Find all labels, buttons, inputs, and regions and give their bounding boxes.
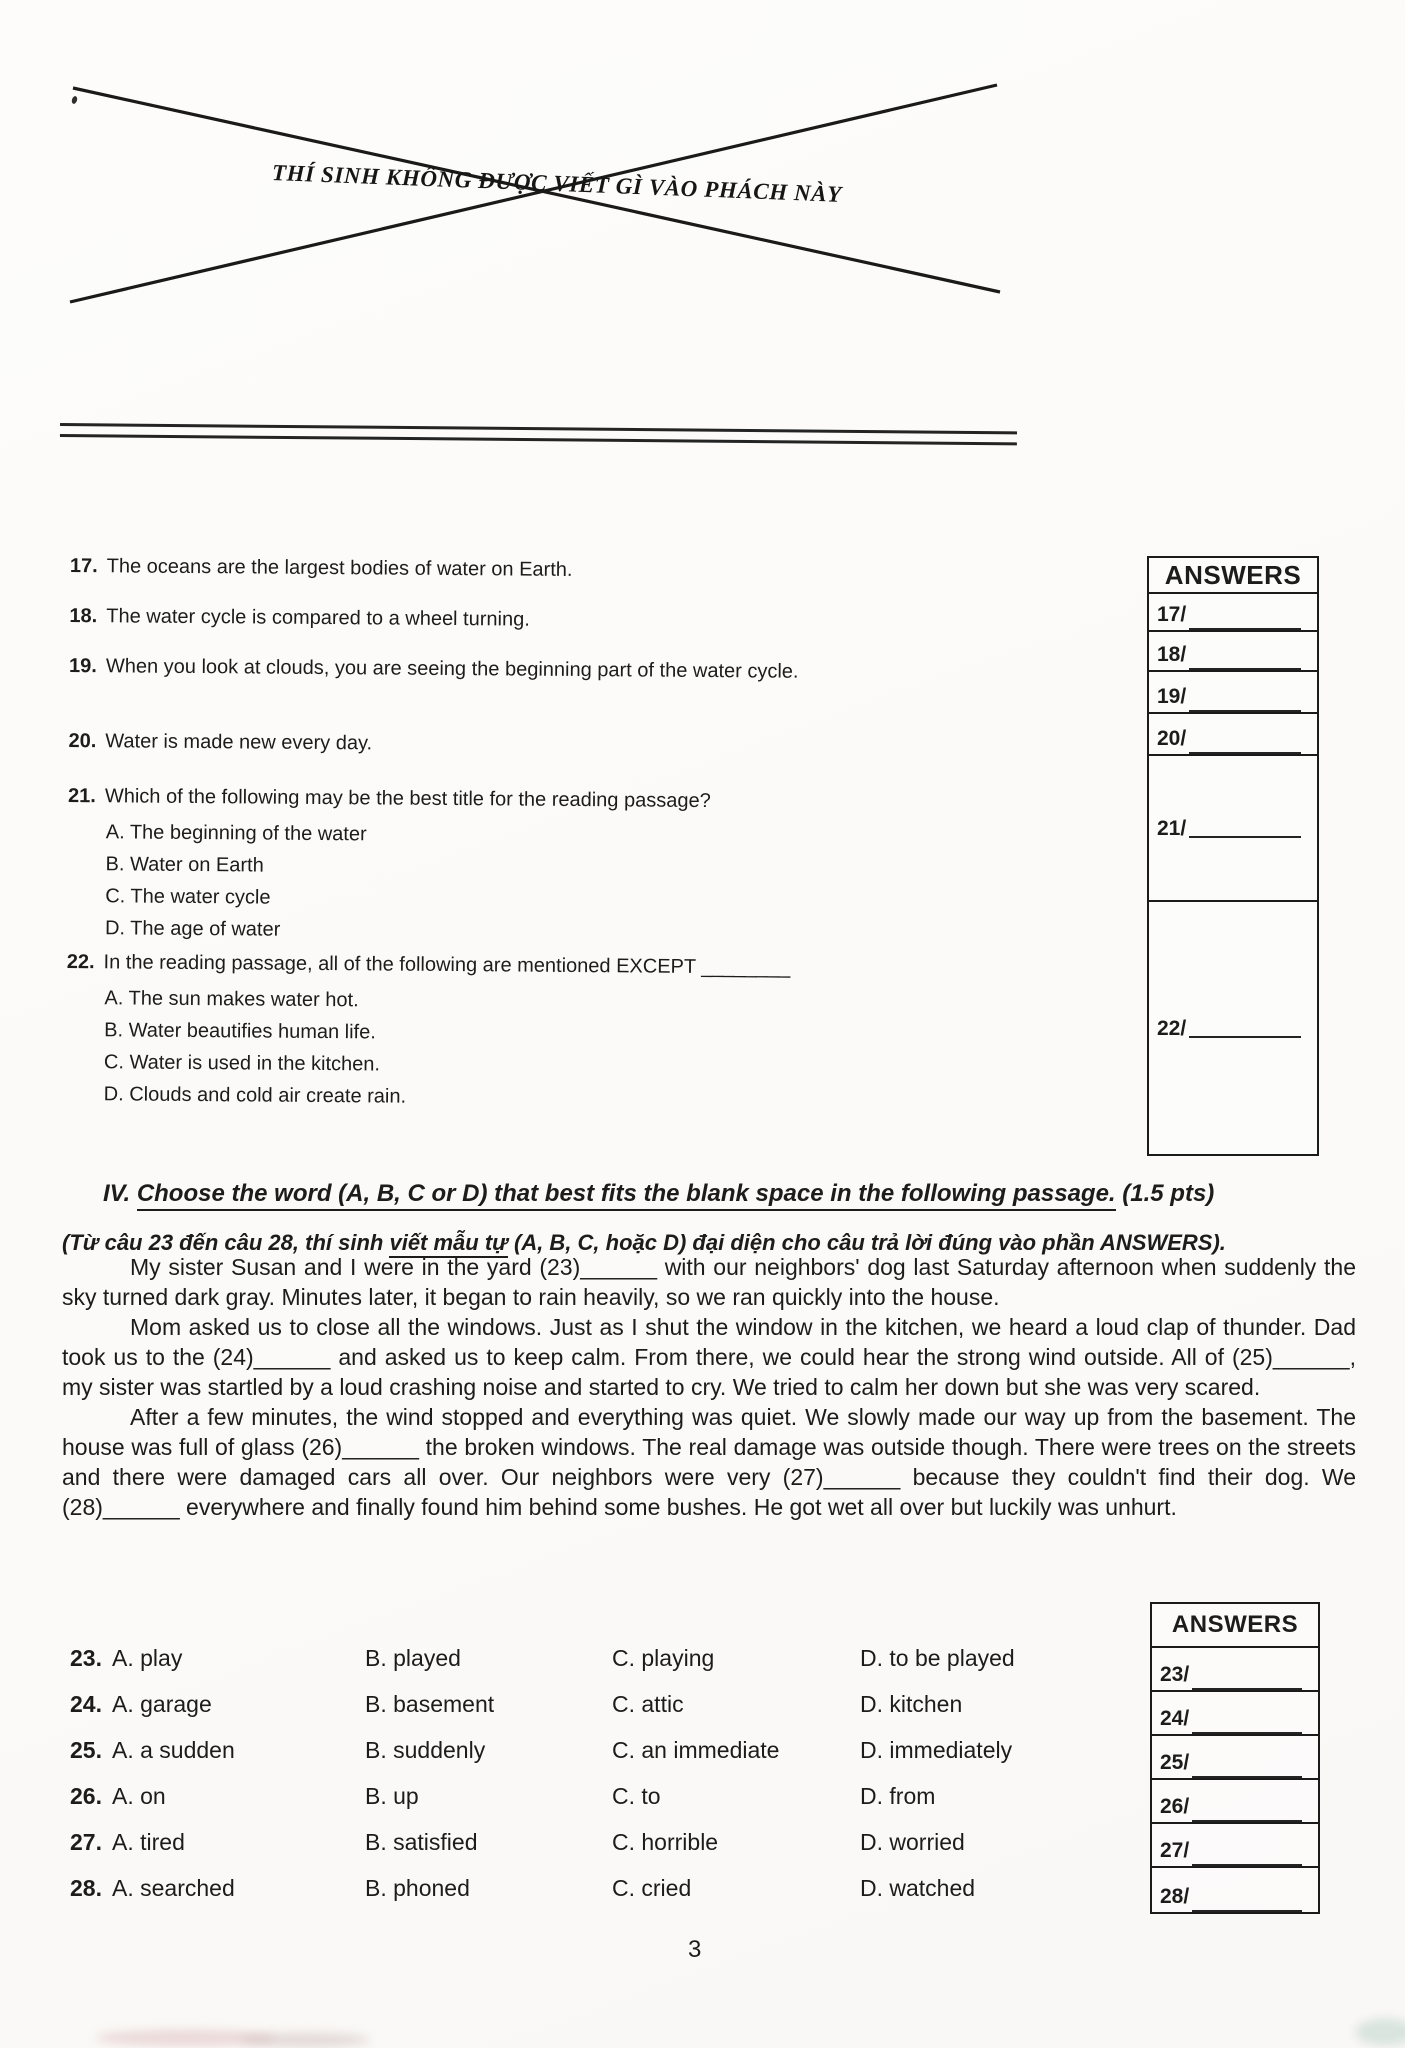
choice-27-c: C. horrible <box>612 1829 719 1855</box>
answer-label-24: 24/ <box>1160 1707 1190 1730</box>
question-22-option-d: D. Clouds and cold air create rain. <box>103 1083 407 1108</box>
choice-25-d: D. immediately <box>860 1737 1013 1763</box>
choice-27-a: A. tired <box>112 1829 185 1855</box>
choice-number: 25. <box>70 1737 102 1763</box>
choice-28-d: D. watched <box>860 1875 976 1901</box>
choice-25-a: A. a sudden <box>112 1737 235 1763</box>
answer-blank-line <box>1189 1036 1301 1038</box>
statement-17 <box>70 555 573 582</box>
question-21-option-d: D. The age of water <box>104 917 281 941</box>
answers-box-2 <box>1150 1602 1320 1914</box>
question-number: 17. <box>69 554 98 578</box>
choice-number: 26. <box>70 1783 102 1809</box>
section-iv-numeral: IV. <box>103 1180 137 1207</box>
answer-row-18 <box>1149 632 1317 672</box>
choice-number: 28. <box>70 1875 102 1901</box>
answer-blank-line <box>1192 1820 1302 1822</box>
vn-instruction-underlined: viết mẫu tự <box>389 1230 507 1258</box>
answer-label-20: 20/ <box>1157 727 1187 750</box>
section-iv-points: (1.5 pts) <box>1115 1180 1215 1207</box>
statement-text: Water is made new every day. <box>105 730 373 755</box>
answer-label-23: 23/ <box>1160 1663 1190 1686</box>
choice-number: 24. <box>70 1691 102 1717</box>
choice-23-d: D. to be played <box>860 1645 1015 1671</box>
choice-27-d: D. worried <box>860 1829 965 1855</box>
answer-row-24 <box>1152 1692 1318 1736</box>
page-number: 3 <box>688 1936 702 1963</box>
cloze-paragraph-2: Mom asked us to close all the windows. Just as I shut the window in the kitchen, we heard a loud clap of thunder. Dad took us to the (24)______ and asked us to keep calm. From there, we could hear the strong wind outside. All of (25)______, my sister was startled by a loud crashing noise and started to cry. We tried to calm her down but she was very scared. <box>62 1314 1356 1400</box>
answer-label-17: 17/ <box>1157 603 1187 626</box>
double-horizontal-rule <box>60 423 1017 445</box>
question-22-option-b: B. Water beautifies human life. <box>104 1019 376 1044</box>
statement-text: The oceans are the largest bodies of water on Earth. <box>106 555 573 581</box>
statement-text: The water cycle is compared to a wheel turning. <box>106 605 530 631</box>
answer-label-18: 18/ <box>1157 643 1187 666</box>
reading-questions-block <box>66 550 1090 1128</box>
vn-instruction-prefix: (Từ câu 23 đến câu 28, thí sinh <box>62 1230 390 1255</box>
choice-26-a: A. on <box>112 1783 166 1809</box>
choice-28-b: B. phoned <box>365 1875 470 1901</box>
statement-20 <box>68 730 372 755</box>
choice-28-c: C. cried <box>612 1875 692 1901</box>
choice-number: 27. <box>70 1829 102 1855</box>
statement-18 <box>69 605 530 632</box>
section-iv-heading <box>103 1180 1214 1208</box>
answer-row-23 <box>1152 1648 1318 1692</box>
answer-blank-line <box>1192 1776 1302 1778</box>
scan-smudge-bottom-left-2 <box>240 2033 370 2047</box>
answer-label-19: 19/ <box>1157 685 1187 708</box>
cloze-paragraph-1: My sister Susan and I were in the yard (23)______ with our neighbors' dog last Saturday afternoon when suddenly the sky turned dark gray. Minutes later, it began to rain heavily, so we ran quickly into the house. <box>62 1254 1356 1310</box>
question-21-option-a: A. The beginning of the water <box>105 821 367 846</box>
question-number: 21. <box>67 784 96 808</box>
question-number: 20. <box>68 729 97 753</box>
choice-24-a: A. garage <box>112 1691 212 1717</box>
choices-grid <box>70 1645 1160 1915</box>
choice-26-b: B. up <box>365 1783 419 1809</box>
question-22 <box>67 951 791 980</box>
choice-23-b: B. played <box>365 1645 461 1671</box>
choice-23-c: C. playing <box>612 1645 715 1671</box>
answer-row-21 <box>1149 756 1317 902</box>
cloze-passage <box>62 1252 1356 1522</box>
question-21-option-b: B. Water on Earth <box>105 853 264 877</box>
answer-blank-line <box>1192 1732 1302 1734</box>
answer-label-21: 21/ <box>1157 816 1187 840</box>
question-number: 22. <box>66 950 95 974</box>
choice-26-c: C. to <box>612 1783 661 1809</box>
answer-blank-line <box>1189 752 1301 754</box>
answer-row-17 <box>1149 594 1317 632</box>
statement-19 <box>69 655 799 684</box>
question-22-option-a: A. The sun makes water hot. <box>104 987 359 1012</box>
vn-instruction-suffix: (A, B, C, hoặc D) đại diện cho câu trả lời đúng vào phần ANSWERS). <box>507 1230 1226 1255</box>
answer-row-26 <box>1152 1780 1318 1824</box>
answer-row-20 <box>1149 714 1317 756</box>
statement-text: When you look at clouds, you are seeing the beginning part of the water cycle. <box>105 655 799 683</box>
answer-row-28 <box>1152 1868 1318 1912</box>
answers-box-1-header: ANSWERS <box>1149 558 1317 594</box>
question-number: 18. <box>69 604 98 628</box>
answer-blank-line <box>1189 710 1301 712</box>
answer-blank-line <box>1189 628 1301 630</box>
scan-smudge-bottom-right <box>1355 2018 1405 2046</box>
choice-25-b: B. suddenly <box>365 1737 486 1763</box>
answer-blank-line <box>1192 1688 1302 1690</box>
answer-blank-line <box>1192 1910 1302 1912</box>
choice-24-b: B. basement <box>365 1691 495 1717</box>
choice-25-c: C. an immediate <box>612 1737 780 1763</box>
answers-box-1 <box>1147 556 1319 1156</box>
answer-label-25: 25/ <box>1160 1751 1190 1774</box>
choice-26-d: D. from <box>860 1783 936 1809</box>
phach-notice: THÍ SINH KHÔNG ĐƯỢC VIẾT GÌ VÀO PHÁCH NÀY <box>271 160 843 207</box>
question-22-option-c: C. Water is used in the kitchen. <box>103 1051 381 1076</box>
answers-box-2-header: ANSWERS <box>1152 1604 1318 1648</box>
answer-label-26: 26/ <box>1160 1795 1190 1818</box>
answer-row-27 <box>1152 1824 1318 1868</box>
cloze-paragraph-3: After a few minutes, the wind stopped and everything was quiet. We slowly made our way up from the basement. The house was full of glass (26)______ the broken windows. The real damage was outside though. There were trees on the streets and there were damaged cars all over. Our neighbors were very (27)______ because they couldn't find their dog. We (28)______ everywhere and finally found him behind some bushes. He got wet all over but luckily was unhurt. <box>62 1404 1356 1520</box>
answer-label-27: 27/ <box>1160 1839 1190 1862</box>
choice-23-a: A. play <box>112 1645 183 1671</box>
answer-label-22: 22/ <box>1157 1016 1187 1040</box>
question-text: In the reading passage, all of the following are mentioned EXCEPT ________ <box>103 951 791 979</box>
answer-row-25 <box>1152 1736 1318 1780</box>
question-text: Which of the following may be the best title for the reading passage? <box>104 785 711 813</box>
answer-label-28: 28/ <box>1160 1885 1190 1908</box>
answer-blank-line <box>1192 1864 1302 1866</box>
question-21 <box>68 785 711 813</box>
question-21-option-c: C. The water cycle <box>105 885 271 909</box>
choice-24-c: C. attic <box>612 1691 684 1717</box>
answer-blank-line <box>1189 836 1301 838</box>
choice-28-a: A. searched <box>112 1875 235 1901</box>
answer-row-19 <box>1149 672 1317 714</box>
choice-24-d: D. kitchen <box>860 1691 963 1717</box>
section-iv-title: Choose the word (A, B, C or D) that best fits the blank space in the following passage. <box>137 1180 1116 1211</box>
answer-row-22 <box>1149 902 1317 1154</box>
choice-27-b: B. satisfied <box>365 1829 478 1855</box>
choice-number: 23. <box>70 1645 102 1671</box>
answer-blank-line <box>1189 668 1301 670</box>
question-number: 19. <box>69 654 97 678</box>
